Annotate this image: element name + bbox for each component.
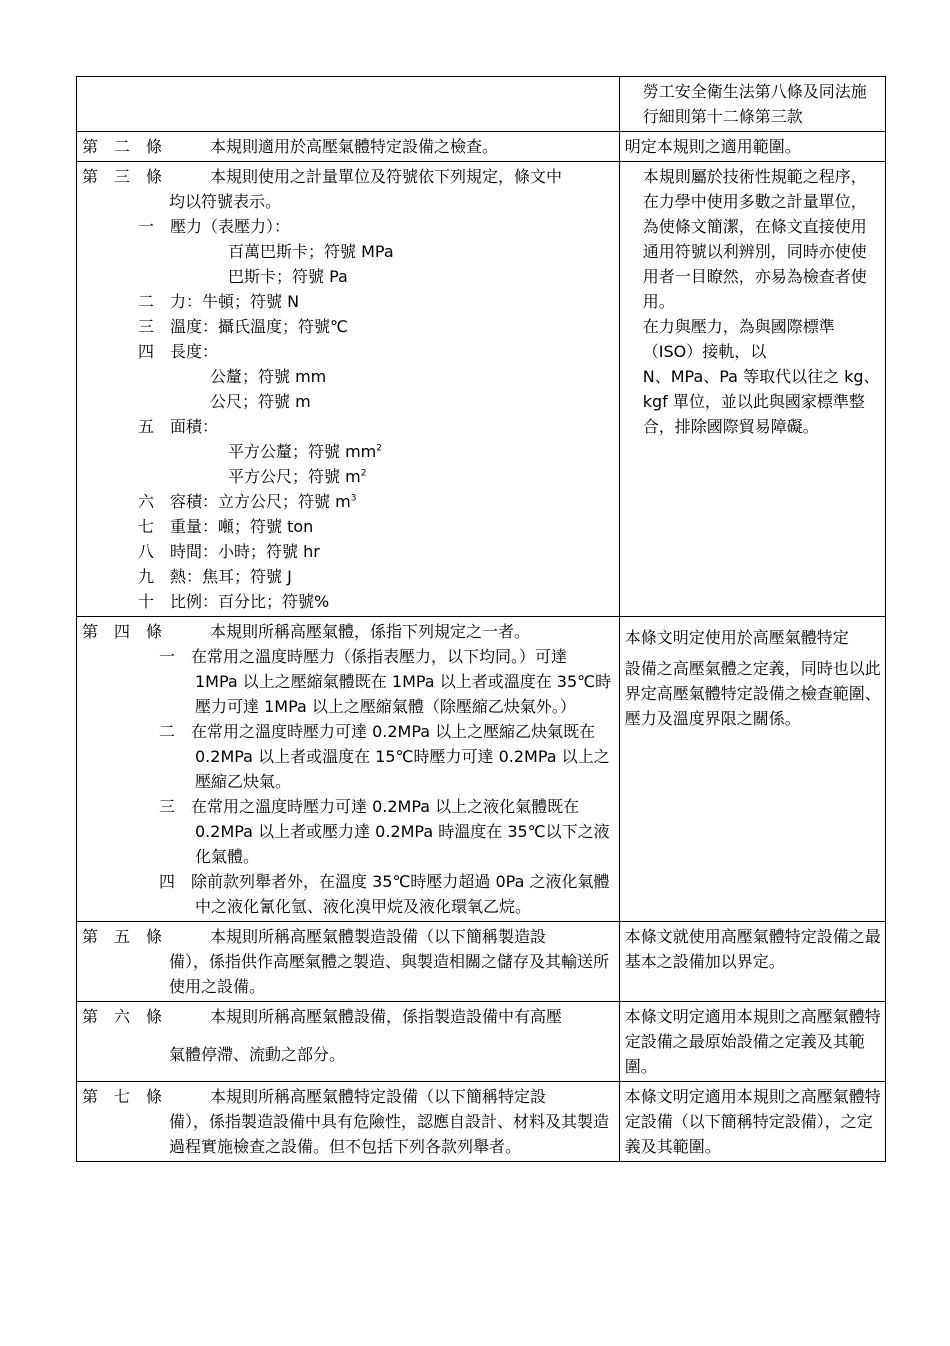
note-cell <box>619 162 885 617</box>
article-label: 第 四 條 <box>82 622 163 641</box>
superscript: 3 <box>350 493 357 504</box>
list-subitem: 百萬巴斯卡；符號 MPa <box>228 242 394 261</box>
article-text-cont: 氣體停滯、流動之部分。 <box>169 1045 346 1064</box>
article-text-cont: 備），係指供作高壓氣體之製造、與製造相關之儲存及其輸送所使用之設備。 <box>169 952 610 996</box>
note-cell <box>619 1002 885 1082</box>
table-row <box>77 617 886 922</box>
list-item: 四 長度： <box>138 342 219 361</box>
list-item: 八 時間：小時；符號 hr <box>138 542 320 561</box>
regulation-table <box>76 76 886 1162</box>
list-item: 九 熱：焦耳；符號 J <box>138 567 292 586</box>
note-cell <box>619 132 885 162</box>
unit-text: 平方公尺；符號 m <box>228 467 361 486</box>
article-text: 本規則所稱高壓氣體，係指下列規定之一者。 <box>210 622 531 641</box>
article-text: 本規則所稱高壓氣體設備，係指製造設備中有高壓 <box>210 1007 563 1026</box>
article-text-cont: 備），係指製造設備中具有危險性，認應自設計、材料及其製造過程實施檢查之設備。但不包括下列各款列舉者。 <box>169 1112 610 1156</box>
legal-basis-note: 勞工安全衛生法第八條及同法施行細則第十二條第三款 <box>642 82 867 126</box>
superscript: 2 <box>360 468 367 479</box>
article-text-cont: 均以符號表示。 <box>169 192 282 211</box>
note-cell <box>619 77 885 132</box>
list-subitem <box>82 464 615 489</box>
list-item: 一 在常用之溫度時壓力（係指表壓力，以下均同。）可達 1MPa 以上之壓縮氣體既在 1MPa 以上者或溫度在 35℃時壓力可達 1MPa 以上之壓縮氣體（除壓縮乙炔氣外。） <box>159 647 612 716</box>
list-item: 三 溫度：攝氏溫度；符號℃ <box>138 317 348 336</box>
list-item: 十 比例：百分比；符號% <box>138 592 330 611</box>
explanation-note: 在力與壓力，為與國際標準（ISO）接軌，以 <box>642 317 835 361</box>
table-row <box>77 132 886 162</box>
article-cell <box>77 1002 620 1082</box>
article-text: 本規則所稱高壓氣體特定設備（以下簡稱特定設 <box>210 1087 547 1106</box>
list-subitem <box>82 439 615 464</box>
list-subitem: 公釐；符號 mm <box>210 367 327 386</box>
explanation-note: 本條文就使用高壓氣體特定設備之最基本之設備加以界定。 <box>624 927 881 971</box>
article-cell <box>77 617 620 922</box>
table-row <box>77 1082 886 1162</box>
list-item: 四 除前款列舉者外，在溫度 35℃時壓力超過 0Pa 之液化氣體中之液化氰化氫、液化溴甲烷及液化環氧乙烷。 <box>159 872 610 916</box>
unit-text: 六 容積：立方公尺；符號 m <box>138 492 351 511</box>
article-label: 第 五 條 <box>82 927 163 946</box>
table-row <box>77 1002 886 1082</box>
explanation-note: N、MPa、Pa 等取代以往之 kg、kgf 單位，並以此與國家標準整合，排除國際貿易障礙。 <box>642 367 880 436</box>
article-cell <box>77 162 620 617</box>
explanation-note: 本規則屬於技術性規範之程序，在力學中使用多數之計量單位，為使條文簡潔，在條文直接使用通用符號以利辨別，同時亦使使用者一目瞭然，亦易為檢查者使用。 <box>642 167 867 311</box>
superscript: 2 <box>376 443 382 454</box>
article-cell <box>77 132 620 162</box>
list-subitem: 公尺；符號 m <box>210 392 311 411</box>
article-label: 第 七 條 <box>82 1087 163 1106</box>
article-label: 第 三 條 <box>82 167 163 186</box>
explanation-note: 本條文明定適用本規則之高壓氣體特定設備之最原始設備之定義及其範圍。 <box>624 1007 881 1076</box>
explanation-note: 明定本規則之適用範圍。 <box>624 137 801 156</box>
table-row <box>77 162 886 617</box>
article-text: 本規則所稱高壓氣體製造設備（以下簡稱製造設 <box>210 927 547 946</box>
article-cell <box>77 922 620 1002</box>
note-cell <box>619 922 885 1002</box>
list-item: 五 面積： <box>138 417 219 436</box>
list-item: 二 力：牛頓；符號 N <box>138 292 300 311</box>
list-subitem: 巴斯卡；符號 Pa <box>228 267 348 286</box>
unit-text: 平方公釐；符號 mm <box>228 442 377 461</box>
note-cell <box>619 1082 885 1162</box>
article-label: 第 六 條 <box>82 1007 163 1026</box>
article-cell-empty <box>77 77 620 132</box>
article-text: 本規則適用於高壓氣體特定設備之檢查。 <box>210 137 499 156</box>
list-item: 七 重量：噸；符號 ton <box>138 517 314 536</box>
article-cell <box>77 1082 620 1162</box>
explanation-note: 本條文明定使用於高壓氣體特定 <box>624 628 849 647</box>
list-item <box>82 489 615 514</box>
list-item: 一 壓力（表壓力）： <box>138 217 291 236</box>
explanation-note: 本條文明定適用本規則之高壓氣體特定設備（以下簡稱特定設備），之定義及其範圍。 <box>624 1087 881 1156</box>
article-label: 第 二 條 <box>82 137 163 156</box>
explanation-note: 設備之高壓氣體之定義，同時也以此界定高壓氣體特定設備之檢查範圍、壓力及溫度界限之關係。 <box>624 659 881 728</box>
list-item: 三 在常用之溫度時壓力可達 0.2MPa 以上之液化氣體既在 0.2MPa 以上者或壓力達 0.2MPa 時溫度在 35℃以下之液化氣體。 <box>159 797 610 866</box>
list-item: 二 在常用之溫度時壓力可達 0.2MPa 以上之壓縮乙炔氣既在 0.2MPa 以上者或溫度在 15℃時壓力可達 0.2MPa 以上之壓縮乙炔氣。 <box>159 722 610 791</box>
table-row <box>77 77 886 132</box>
note-cell <box>619 617 885 922</box>
table-row <box>77 922 886 1002</box>
article-text: 本規則使用之計量單位及符號依下列規定，條文中 <box>210 167 563 186</box>
